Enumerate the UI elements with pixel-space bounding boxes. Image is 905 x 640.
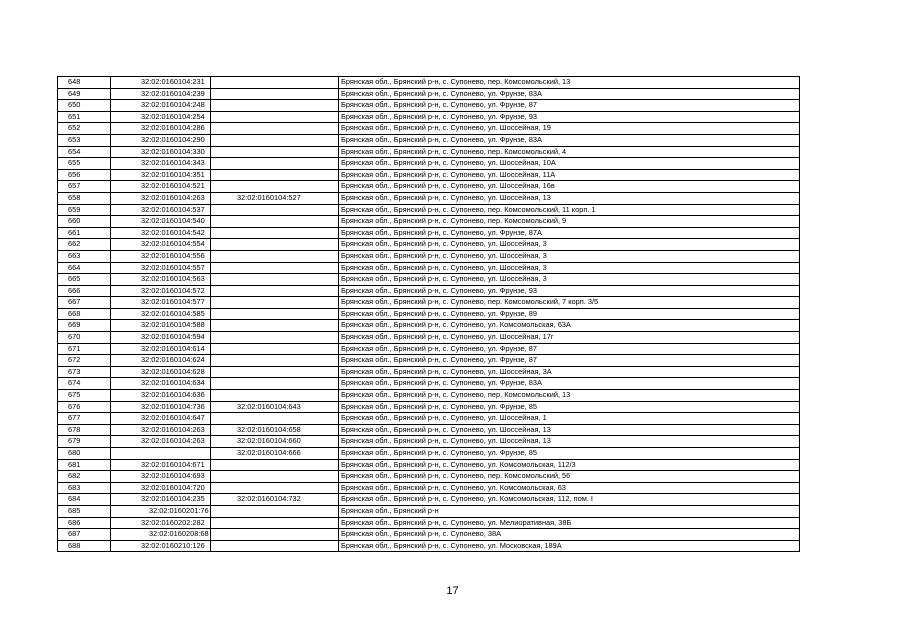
address-cell: Брянская обл., Брянский р-н, с. Супонево, ул. Фрунзе, 93 (339, 111, 800, 123)
table-row (58, 169, 800, 181)
row-number-cell: 673 (58, 366, 111, 378)
cadastral-number-cell: 32:02:0160104:343 (111, 158, 211, 170)
address-cell: Брянская обл., Брянский р-н, с. Супонево, ул. Фрунзе, 87А (339, 227, 800, 239)
related-cadastral-number-cell (211, 77, 339, 89)
table-row (58, 529, 800, 541)
table-row (58, 262, 800, 274)
cadastral-number-cell: 32:02:0160104:537 (111, 204, 211, 216)
address-cell: Брянская обл., Брянский р-н, с. Супонево, ул. Комсомольская, 112, пом. I (339, 494, 800, 506)
related-cadastral-number-cell (211, 320, 339, 332)
table-row (58, 204, 800, 216)
cadastral-number-cell: 32:02:0160104:542 (111, 227, 211, 239)
table-row (58, 192, 800, 204)
address-cell: Брянская обл., Брянский р-н, с. Супонево, ул. Фрунзе, 83А (339, 378, 800, 390)
address-cell: Брянская обл., Брянский р-н, с. Супонево, ул. Московская, 189А (339, 540, 800, 552)
row-number-cell: 685 (58, 505, 111, 517)
table-row (58, 471, 800, 483)
cadastral-number-cell: 32:02:0160104:554 (111, 239, 211, 251)
related-cadastral-number-cell: 32:02:0160104:732 (211, 494, 339, 506)
table-row (58, 320, 800, 332)
row-number-cell: 656 (58, 169, 111, 181)
table-row (58, 146, 800, 158)
row-number-cell: 682 (58, 471, 111, 483)
address-cell: Брянская обл., Брянский р-н, с. Супонево, ул. Фрунзе, 89 (339, 308, 800, 320)
related-cadastral-number-cell (211, 308, 339, 320)
address-cell: Брянская обл., Брянский р-н, с. Супонево, ул. Шоссейная, 17г (339, 332, 800, 344)
related-cadastral-number-cell (211, 239, 339, 251)
row-number-cell: 679 (58, 436, 111, 448)
related-cadastral-number-cell (211, 169, 339, 181)
related-cadastral-number-cell (211, 378, 339, 390)
address-cell: Брянская обл., Брянский р-н, с. Супонево, ул. Шоссейная, 10А (339, 158, 800, 170)
row-number-cell: 655 (58, 158, 111, 170)
cadastral-number-cell: 32:02:0160104:585 (111, 308, 211, 320)
table-row (58, 297, 800, 309)
row-number-cell: 658 (58, 192, 111, 204)
table-row (58, 332, 800, 344)
cadastral-number-cell: 32:02:0160104:263 (111, 436, 211, 448)
row-number-cell: 670 (58, 332, 111, 344)
related-cadastral-number-cell (211, 505, 339, 517)
cadastral-number-cell: 32:02:0160201:76 (111, 505, 211, 517)
address-cell: Брянская обл., Брянский р-н, с. Супонево, 38А (339, 529, 800, 541)
cadastral-number-cell: 32:02:0160104:231 (111, 77, 211, 89)
row-number-cell: 680 (58, 448, 111, 460)
address-cell: Брянская обл., Брянский р-н, с. Супонево, пер. Комсомольский, 4 (339, 146, 800, 158)
table-row (58, 274, 800, 286)
address-cell: Брянская обл., Брянский р-н, с. Супонево, ул. Шоссейная, 13 (339, 192, 800, 204)
table-row (58, 494, 800, 506)
row-number-cell: 652 (58, 123, 111, 135)
row-number-cell: 654 (58, 146, 111, 158)
address-cell: Брянская обл., Брянский р-н, с. Супонево, ул. Шоссейная, 13 (339, 436, 800, 448)
address-cell: Брянская обл., Брянский р-н, с. Супонево, ул. Фрунзе, 85 (339, 448, 800, 460)
address-cell: Брянская обл., Брянский р-н, с. Супонево, пер. Комсомольский, 9 (339, 216, 800, 228)
related-cadastral-number-cell (211, 471, 339, 483)
cadastral-number-cell: 32:02:0160104:628 (111, 366, 211, 378)
row-number-cell: 681 (58, 459, 111, 471)
address-cell: Брянская обл., Брянский р-н, с. Супонево, ул. Шоссейная, 3 (339, 262, 800, 274)
related-cadastral-number-cell (211, 204, 339, 216)
related-cadastral-number-cell (211, 88, 339, 100)
registry-table-body (58, 77, 800, 552)
table-row (58, 88, 800, 100)
address-cell: Брянская обл., Брянский р-н, с. Супонево, ул. Комсомольская, 112/3 (339, 459, 800, 471)
row-number-cell: 686 (58, 517, 111, 529)
cadastral-number-cell: 32:02:0160104:572 (111, 285, 211, 297)
table-row (58, 355, 800, 367)
row-number-cell: 664 (58, 262, 111, 274)
address-cell: Брянская обл., Брянский р-н, с. Супонево, ул. Фрунзе, 83А (339, 88, 800, 100)
table-row (58, 413, 800, 425)
cadastral-number-cell: 32:02:0160104:736 (111, 401, 211, 413)
address-cell: Брянская обл., Брянский р-н, с. Супонево, пер. Комсомольский, 7 корп. 3/5 (339, 297, 800, 309)
cadastral-number-cell: 32:02:0160104:636 (111, 390, 211, 402)
address-cell: Брянская обл., Брянский р-н, с. Супонево, ул. Фрунзе, 87 (339, 343, 800, 355)
row-number-cell: 688 (58, 540, 111, 552)
cadastral-number-cell: 32:02:0160104:588 (111, 320, 211, 332)
cadastral-number-cell: 32:02:0160104:239 (111, 88, 211, 100)
address-cell: Брянская обл., Брянский р-н, с. Супонево, ул. Шоссейная, 11А (339, 169, 800, 181)
row-number-cell: 659 (58, 204, 111, 216)
related-cadastral-number-cell (211, 366, 339, 378)
table-row (58, 250, 800, 262)
related-cadastral-number-cell (211, 274, 339, 286)
table-row (58, 216, 800, 228)
related-cadastral-number-cell: 32:02:0160104:660 (211, 436, 339, 448)
row-number-cell: 663 (58, 250, 111, 262)
table-row (58, 540, 800, 552)
related-cadastral-number-cell (211, 216, 339, 228)
related-cadastral-number-cell (211, 529, 339, 541)
cadastral-number-cell: 32:02:0160104:634 (111, 378, 211, 390)
cadastral-number-cell: 32:02:0160104:286 (111, 123, 211, 135)
row-number-cell: 687 (58, 529, 111, 541)
address-cell: Брянская обл., Брянский р-н, с. Супонево, ул. Фрунзе, 83А (339, 134, 800, 146)
row-number-cell: 661 (58, 227, 111, 239)
address-cell: Брянская обл., Брянский р-н, с. Супонево, пер. Комсомольский, 13 (339, 77, 800, 89)
address-cell: Брянская обл., Брянский р-н, с. Супонево, ул. Фрунзе, 93 (339, 285, 800, 297)
address-cell: Брянская обл., Брянский р-н, с. Супонево, ул. Шоссейная, 16в (339, 181, 800, 193)
cadastral-number-cell: 32:02:0160104:263 (111, 192, 211, 204)
related-cadastral-number-cell (211, 332, 339, 344)
table-row (58, 390, 800, 402)
address-cell: Брянская обл., Брянский р-н, с. Супонево, ул. Шоссейная, 19 (339, 123, 800, 135)
address-cell: Брянская обл., Брянский р-н, с. Супонево, пер. Комсомольский, 11 корп. 1 (339, 204, 800, 216)
cadastral-number-cell: 32:02:0160104:248 (111, 100, 211, 112)
page-number: 17 (446, 585, 459, 597)
row-number-cell: 660 (58, 216, 111, 228)
cadastral-number-cell: 32:02:0160104:290 (111, 134, 211, 146)
related-cadastral-number-cell (211, 390, 339, 402)
table-row (58, 134, 800, 146)
row-number-cell: 672 (58, 355, 111, 367)
table-row (58, 448, 800, 460)
related-cadastral-number-cell (211, 158, 339, 170)
related-cadastral-number-cell (211, 297, 339, 309)
address-cell: Брянская обл., Брянский р-н, с. Супонево, ул. Шоссейная, 3А (339, 366, 800, 378)
row-number-cell: 684 (58, 494, 111, 506)
row-number-cell: 683 (58, 482, 111, 494)
table-row (58, 343, 800, 355)
address-cell: Брянская обл., Брянский р-н, с. Супонево, ул. Фрунзе, 85 (339, 401, 800, 413)
table-row (58, 505, 800, 517)
related-cadastral-number-cell (211, 343, 339, 355)
cadastral-number-cell: 32:02:0160210:126 (111, 540, 211, 552)
table-row (58, 77, 800, 89)
address-cell: Брянская обл., Брянский р-н, с. Супонево, ул. Шоссейная, 3 (339, 239, 800, 251)
row-number-cell: 662 (58, 239, 111, 251)
row-number-cell: 651 (58, 111, 111, 123)
related-cadastral-number-cell (211, 459, 339, 471)
related-cadastral-number-cell (211, 227, 339, 239)
address-cell: Брянская обл., Брянский р-н, с. Супонево, ул. Фрунзе, 87 (339, 100, 800, 112)
address-cell: Брянская обл., Брянский р-н, с. Супонево, ул. Шоссейная, 3 (339, 250, 800, 262)
related-cadastral-number-cell (211, 413, 339, 425)
row-number-cell: 674 (58, 378, 111, 390)
table-row (58, 308, 800, 320)
cadastral-number-cell: 32:02:0160202:282 (111, 517, 211, 529)
cadastral-number-cell: 32:02:0160104:521 (111, 181, 211, 193)
table-row (58, 227, 800, 239)
row-number-cell: 667 (58, 297, 111, 309)
related-cadastral-number-cell (211, 482, 339, 494)
related-cadastral-number-cell: 32:02:0160104:643 (211, 401, 339, 413)
address-cell: Брянская обл., Брянский р-н, с. Супонево, ул. Мелиоративная, 38Б (339, 517, 800, 529)
row-number-cell: 653 (58, 134, 111, 146)
cadastral-number-cell: 32:02:0160104:624 (111, 355, 211, 367)
related-cadastral-number-cell (211, 100, 339, 112)
table-row (58, 123, 800, 135)
related-cadastral-number-cell (211, 111, 339, 123)
related-cadastral-number-cell (211, 540, 339, 552)
address-cell: Брянская обл., Брянский р-н, с. Супонево, ул. Фрунзе, 87 (339, 355, 800, 367)
address-cell: Брянская обл., Брянский р-н (339, 505, 800, 517)
address-cell: Брянская обл., Брянский р-н, с. Супонево, пер. Комсомольский, 13 (339, 390, 800, 402)
registry-table (57, 76, 800, 552)
row-number-cell: 648 (58, 77, 111, 89)
table-row (58, 378, 800, 390)
cadastral-number-cell: 32:02:0160104:263 (111, 424, 211, 436)
cadastral-number-cell: 32:02:0160208:68 (111, 529, 211, 541)
row-number-cell: 668 (58, 308, 111, 320)
cadastral-number-cell: 32:02:0160104:563 (111, 274, 211, 286)
cadastral-number-cell: 32:02:0160104:351 (111, 169, 211, 181)
cadastral-number-cell: 32:02:0160104:594 (111, 332, 211, 344)
cadastral-number-cell: 32:02:0160104:693 (111, 471, 211, 483)
table-row (58, 239, 800, 251)
cadastral-number-cell: 32:02:0160104:556 (111, 250, 211, 262)
cadastral-number-cell: 32:02:0160104:614 (111, 343, 211, 355)
cadastral-number-cell: 32:02:0160104:330 (111, 146, 211, 158)
row-number-cell: 669 (58, 320, 111, 332)
related-cadastral-number-cell: 32:02:0160104:527 (211, 192, 339, 204)
row-number-cell: 675 (58, 390, 111, 402)
related-cadastral-number-cell (211, 250, 339, 262)
address-cell: Брянская обл., Брянский р-н, с. Супонево, ул. Комсомольская, 63А (339, 320, 800, 332)
row-number-cell: 677 (58, 413, 111, 425)
related-cadastral-number-cell (211, 181, 339, 193)
table-row (58, 482, 800, 494)
address-cell: Брянская обл., Брянский р-н, с. Супонево, ул. Шоссейная, 3 (339, 274, 800, 286)
related-cadastral-number-cell (211, 355, 339, 367)
table-row (58, 181, 800, 193)
table-row (58, 285, 800, 297)
cadastral-number-cell: 32:02:0160104:577 (111, 297, 211, 309)
table-row (58, 401, 800, 413)
table-row (58, 158, 800, 170)
row-number-cell: 678 (58, 424, 111, 436)
row-number-cell: 657 (58, 181, 111, 193)
related-cadastral-number-cell (211, 517, 339, 529)
cadastral-number-cell: 32:02:0160104:540 (111, 216, 211, 228)
related-cadastral-number-cell (211, 262, 339, 274)
table-row (58, 424, 800, 436)
table-row (58, 436, 800, 448)
related-cadastral-number-cell (211, 123, 339, 135)
row-number-cell: 649 (58, 88, 111, 100)
cadastral-number-cell: 32:02:0160104:671 (111, 459, 211, 471)
address-cell: Брянская обл., Брянский р-н, с. Супонево, пер. Комсомольский, 56 (339, 471, 800, 483)
cadastral-number-cell: 32:02:0160104:254 (111, 111, 211, 123)
address-cell: Брянская обл., Брянский р-н, с. Супонево, ул. Шоссейная, 1 (339, 413, 800, 425)
table-row (58, 100, 800, 112)
row-number-cell: 666 (58, 285, 111, 297)
row-number-cell: 665 (58, 274, 111, 286)
row-number-cell: 650 (58, 100, 111, 112)
related-cadastral-number-cell: 32:02:0160104:666 (211, 448, 339, 460)
table-row (58, 459, 800, 471)
cadastral-number-cell: 32:02:0160104:720 (111, 482, 211, 494)
row-number-cell: 676 (58, 401, 111, 413)
cadastral-number-cell (111, 448, 211, 460)
related-cadastral-number-cell (211, 285, 339, 297)
cadastral-number-cell: 32:02:0160104:647 (111, 413, 211, 425)
row-number-cell: 671 (58, 343, 111, 355)
table-row (58, 366, 800, 378)
cadastral-number-cell: 32:02:0160104:557 (111, 262, 211, 274)
related-cadastral-number-cell (211, 146, 339, 158)
table-row (58, 517, 800, 529)
related-cadastral-number-cell (211, 134, 339, 146)
related-cadastral-number-cell: 32:02:0160104:658 (211, 424, 339, 436)
cadastral-number-cell: 32:02:0160104:235 (111, 494, 211, 506)
address-cell: Брянская обл., Брянский р-н, с. Супонево, ул. Комсомольская, 63 (339, 482, 800, 494)
table-row (58, 111, 800, 123)
address-cell: Брянская обл., Брянский р-н, с. Супонево, ул. Шоссейная, 13 (339, 424, 800, 436)
